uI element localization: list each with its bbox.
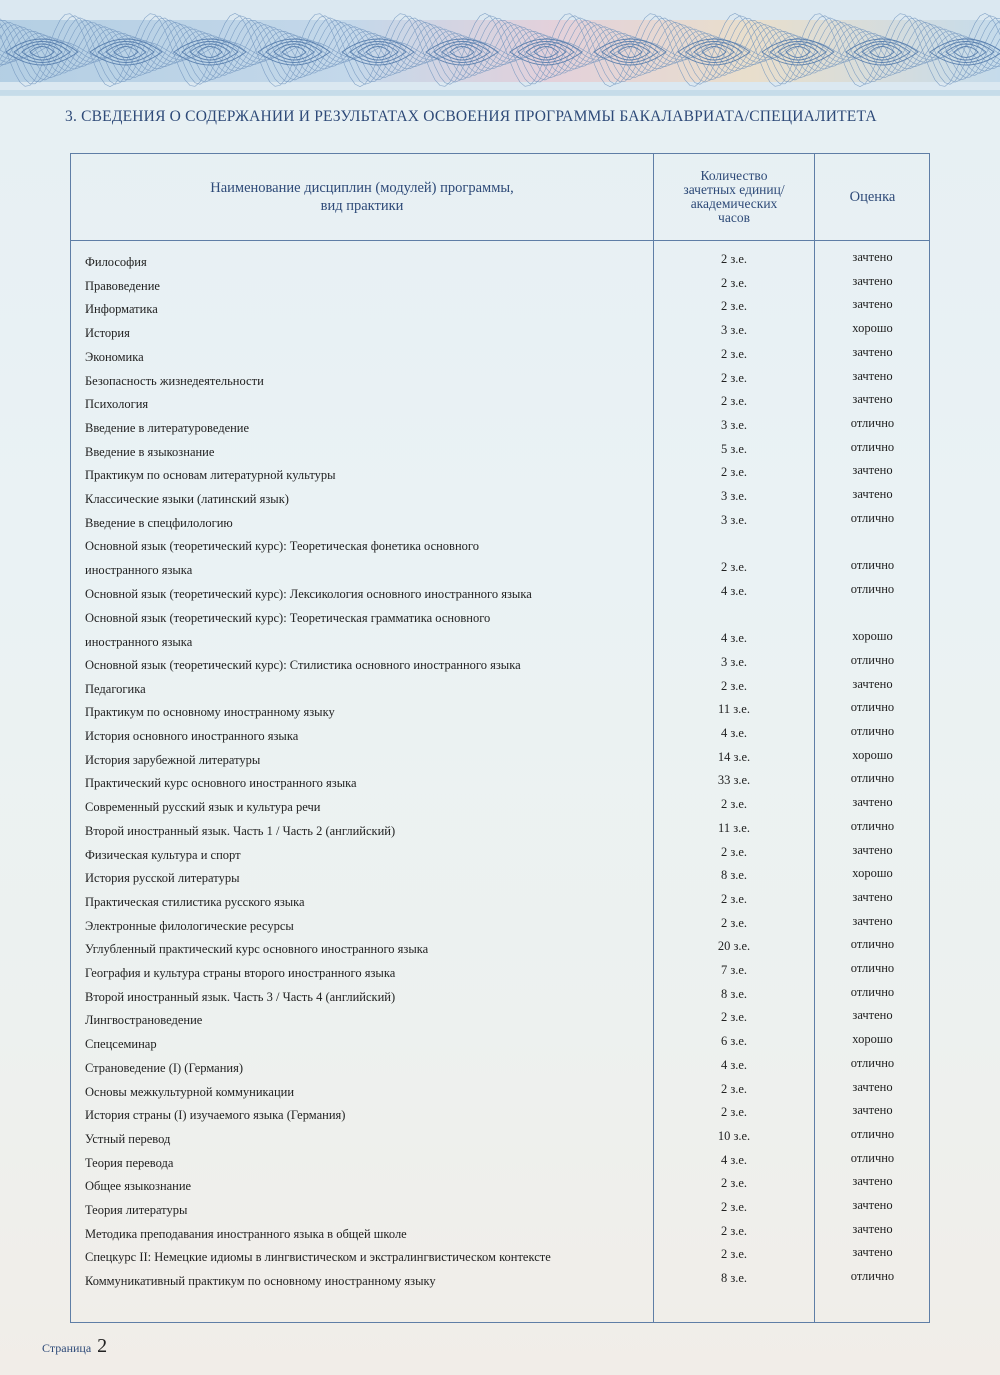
table-row [71,534,929,581]
grade: отлично [850,439,895,454]
credit-units: 2 з.е. [720,915,748,930]
credit-units: 5 з.е. [720,441,748,456]
table-row [71,1056,929,1080]
decorative-guilloche-border [0,0,1000,95]
grade: хорошо [852,747,893,762]
table-row [71,771,929,795]
grade: зачтено [852,344,893,359]
discipline-name: Второй иностранный язык. Часть 3 / Часть 4 (английский) [85,989,396,1004]
credit-units: 2 з.е. [720,275,748,290]
table-row [71,606,929,653]
grade: зачтено [852,297,893,312]
grade: зачтено [852,1245,893,1260]
grade: зачтено [852,913,893,928]
discipline-name-line1: Основной язык (теоретический курс): Теоретическая грамматика основного [85,610,491,625]
discipline-name: Углубленный практический курс основного иностранного языка [85,942,429,957]
grade: хорошо [852,321,893,336]
discipline-name: Второй иностранный язык. Часть 1 / Часть 2 (английский) [85,823,396,838]
credit-units: 10 з.е. [717,1128,751,1143]
credit-units: 3 з.е. [720,323,748,338]
table-row [71,819,929,843]
credit-units: 3 з.е. [720,512,748,527]
credit-units: 6 з.е. [720,1034,748,1049]
discipline-name: Введение в языкознание [85,444,215,459]
column-header-units-line2: зачетных единиц/ [683,182,785,197]
table-row [71,1008,929,1032]
discipline-name: Практикум по основному иностранному языку [85,705,335,720]
table-row [71,1245,929,1269]
column-header-grade: Оценка [849,188,896,205]
grade: зачтено [852,842,893,857]
discipline-name: Практический курс основного иностранного языка [85,776,357,791]
credit-units: 2 з.е. [720,1176,748,1191]
credit-units: 2 з.е. [720,891,748,906]
discipline-name: Методика преподавания иностранного языка в общей школе [85,1226,407,1241]
table-row [71,724,929,748]
grade: отлично [850,961,895,975]
credit-units: 4 з.е. [720,631,748,646]
grade: зачтено [852,250,893,264]
grade: отлично [850,510,895,525]
grade: отлично [850,724,895,738]
table-row [71,653,929,677]
grade: отлично [850,1269,895,1284]
credit-units: 2 з.е. [720,465,748,480]
discipline-name-line1: Основной язык (теоретический курс): Теоретическая фонетика основного [85,539,479,554]
credit-units: 3 з.е. [720,489,748,503]
table-row [71,1032,929,1056]
grade: зачтено [852,795,893,810]
grade: зачтено [852,368,893,383]
table-row [71,487,929,511]
section-heading: 3. СВЕДЕНИЯ О СОДЕРЖАНИИ И РЕЗУЛЬТАТАХ ОСВОЕНИЯ ПРОГРАММЫ БАКАЛАВРИАТА/СПЕЦИАЛИТЕТА [65,108,877,125]
column-header-name [71,154,653,240]
discipline-name: Физическая культура и спорт [85,847,241,862]
credit-units: 4 з.е. [720,726,748,740]
table-row [71,1222,929,1246]
grade: отлично [850,937,895,952]
table-row [71,1103,929,1127]
grade: зачтено [852,1103,893,1118]
credit-units: 2 з.е. [720,1223,748,1238]
grade: зачтено [852,1008,893,1023]
discipline-name: Педагогика [85,681,146,696]
table-row [71,582,929,606]
discipline-name: История страны (I) изучаемого языка (Германия) [85,1108,346,1123]
credit-units: 4 з.е. [720,1152,748,1167]
discipline-name: География и культура страны второго иностранного языка [85,966,396,980]
credit-units: 11 з.е. [718,702,750,717]
table-row [71,463,929,487]
discipline-name: Страноведение (I) (Германия) [85,1060,244,1075]
table-row [71,1198,929,1222]
table-row [71,1080,929,1104]
grade: отлично [850,1126,895,1141]
grade: зачтено [852,1174,893,1189]
credit-units: 2 з.е. [720,252,748,266]
credit-units: 2 з.е. [720,560,748,575]
discipline-name: Общее языкознание [85,1179,192,1194]
table-row [71,1269,929,1293]
discipline-name: Теория перевода [85,1155,174,1170]
table-row [71,748,929,772]
table-row [71,700,929,724]
grade: хорошо [852,629,893,644]
border-underline [0,90,1000,96]
discipline-name: Практическая стилистика русского языка [85,894,305,909]
grade: зачтено [852,1198,893,1212]
grade: отлично [850,700,895,715]
discipline-name-line2: иностранного языка [85,634,193,649]
discipline-name: Информатика [85,302,158,317]
table-row [71,914,929,938]
header-divider [71,240,929,241]
credit-units: 2 з.е. [720,370,748,385]
discipline-name: Спецсеминар [85,1037,157,1052]
discipline-name: Основной язык (теоретический курс): Стилистика основного иностранного языка [85,657,521,672]
grade: зачтено [852,889,893,904]
grade: отлично [850,1055,895,1070]
table-row [71,843,929,867]
table-row [71,795,929,819]
credit-units: 8 з.е. [720,868,748,883]
grade: зачтено [852,463,893,478]
credit-units: 7 з.е. [720,963,748,977]
discipline-name: Основной язык (теоретический курс): Лексикология основного иностранного языка [85,586,532,601]
table-row [71,677,929,701]
credit-units: 8 з.е. [720,1271,748,1286]
credit-units: 2 з.е. [720,1247,748,1262]
table-row [71,985,929,1009]
grade: зачтено [852,676,893,691]
column-header-units-line4: часов [718,210,750,225]
table-row [71,440,929,464]
discipline-name: Правоведение [85,278,160,293]
table-row [71,1151,929,1175]
discipline-name: Психология [85,397,149,412]
credit-units: 14 з.е. [717,749,751,764]
column-header-name-line2: вид практики [320,198,404,214]
discipline-name: Лингвострановедение [85,1013,203,1028]
page-footer [42,1335,107,1358]
grade: зачтено [852,1221,893,1236]
table-row [71,1174,929,1198]
credit-units: 2 з.е. [720,1081,748,1096]
credit-units: 3 з.е. [720,417,748,432]
credit-units: 33 з.е. [717,773,751,788]
table-row [71,321,929,345]
grade: зачтено [852,487,893,501]
table-row [71,416,929,440]
discipline-name: Теория литературы [85,1203,188,1217]
grade: зачтено [852,1079,893,1094]
credit-units: 2 з.е. [720,394,748,409]
credit-units: 4 з.е. [720,583,748,598]
discipline-name: Безопасность жизнедеятельности [85,373,264,388]
credit-units: 2 з.е. [720,797,748,812]
table-row [71,345,929,369]
table-row [71,511,929,535]
discipline-name: Классические языки (латинский язык) [85,492,289,506]
table-row [71,369,929,393]
credit-units: 11 з.е. [718,820,750,835]
grade: отлично [850,771,895,786]
credit-units: 2 з.е. [720,299,748,314]
credit-units: 4 з.е. [720,1057,748,1072]
discipline-name: История русской литературы [85,871,240,886]
column-header-name-line1: Наименование дисциплин (модулей) программы, [210,180,514,196]
page-number: 2 [97,1335,108,1357]
credit-units: 20 з.е. [717,939,751,954]
discipline-name: Коммуникативный практикум по основному иностранному языку [85,1274,436,1289]
column-header-units-line3: академических [690,196,778,211]
credit-units: 2 з.е. [720,1010,748,1025]
page-label: Страница [42,1341,92,1355]
table-row [71,961,929,985]
table-row [71,392,929,416]
grade: отлично [850,1150,895,1165]
grade: отлично [850,415,895,430]
discipline-name: История основного иностранного языка [85,729,299,743]
credit-units: 3 з.е. [720,654,748,669]
grade: хорошо [852,866,893,881]
grade: отлично [850,984,895,999]
discipline-name: История зарубежной литературы [85,752,261,767]
discipline-name: Основы межкультурной коммуникации [85,1084,295,1099]
disciplines-table [70,153,930,1323]
discipline-name: Устный перевод [85,1131,171,1146]
table-row [71,274,929,298]
table-row [71,250,929,274]
discipline-name: Практикум по основам литературной культуры [85,468,336,483]
grade: отлично [850,818,895,833]
discipline-name [85,606,645,654]
discipline-name: Философия [85,255,147,269]
credit-units: 8 з.е. [720,986,748,1001]
grade: зачтено [852,392,893,407]
grade: отлично [850,652,895,667]
discipline-name: Современный русский язык и культура речи [85,800,321,815]
grade: зачтено [852,273,893,288]
discipline-name: История [85,326,130,341]
credit-units: 2 з.е. [720,346,748,361]
discipline-name: Электронные филологические ресурсы [85,918,294,933]
credit-units: 2 з.е. [720,1105,748,1120]
grade: хорошо [852,1032,893,1047]
table-row [71,1127,929,1151]
credit-units: 2 з.е. [720,844,748,859]
column-header-units [654,154,814,240]
table-row [71,297,929,321]
discipline-name: Введение в спецфилологию [85,515,233,530]
table-row [71,890,929,914]
discipline-name-line2: иностранного языка [85,563,193,578]
discipline-name: Экономика [85,349,144,364]
credit-units: 2 з.е. [720,678,748,693]
table-row [71,937,929,961]
grade: отлично [850,558,895,573]
discipline-name [85,534,645,582]
discipline-name: Введение в литературоведение [85,420,250,435]
grade: отлично [850,581,895,596]
discipline-name: Спецкурс II: Немецкие идиомы в лингвистическом и экстралингвистическом контексте [85,1250,551,1265]
credit-units: 2 з.е. [720,1200,748,1214]
table-row [71,866,929,890]
column-header-units-line1: Количество [700,168,768,183]
